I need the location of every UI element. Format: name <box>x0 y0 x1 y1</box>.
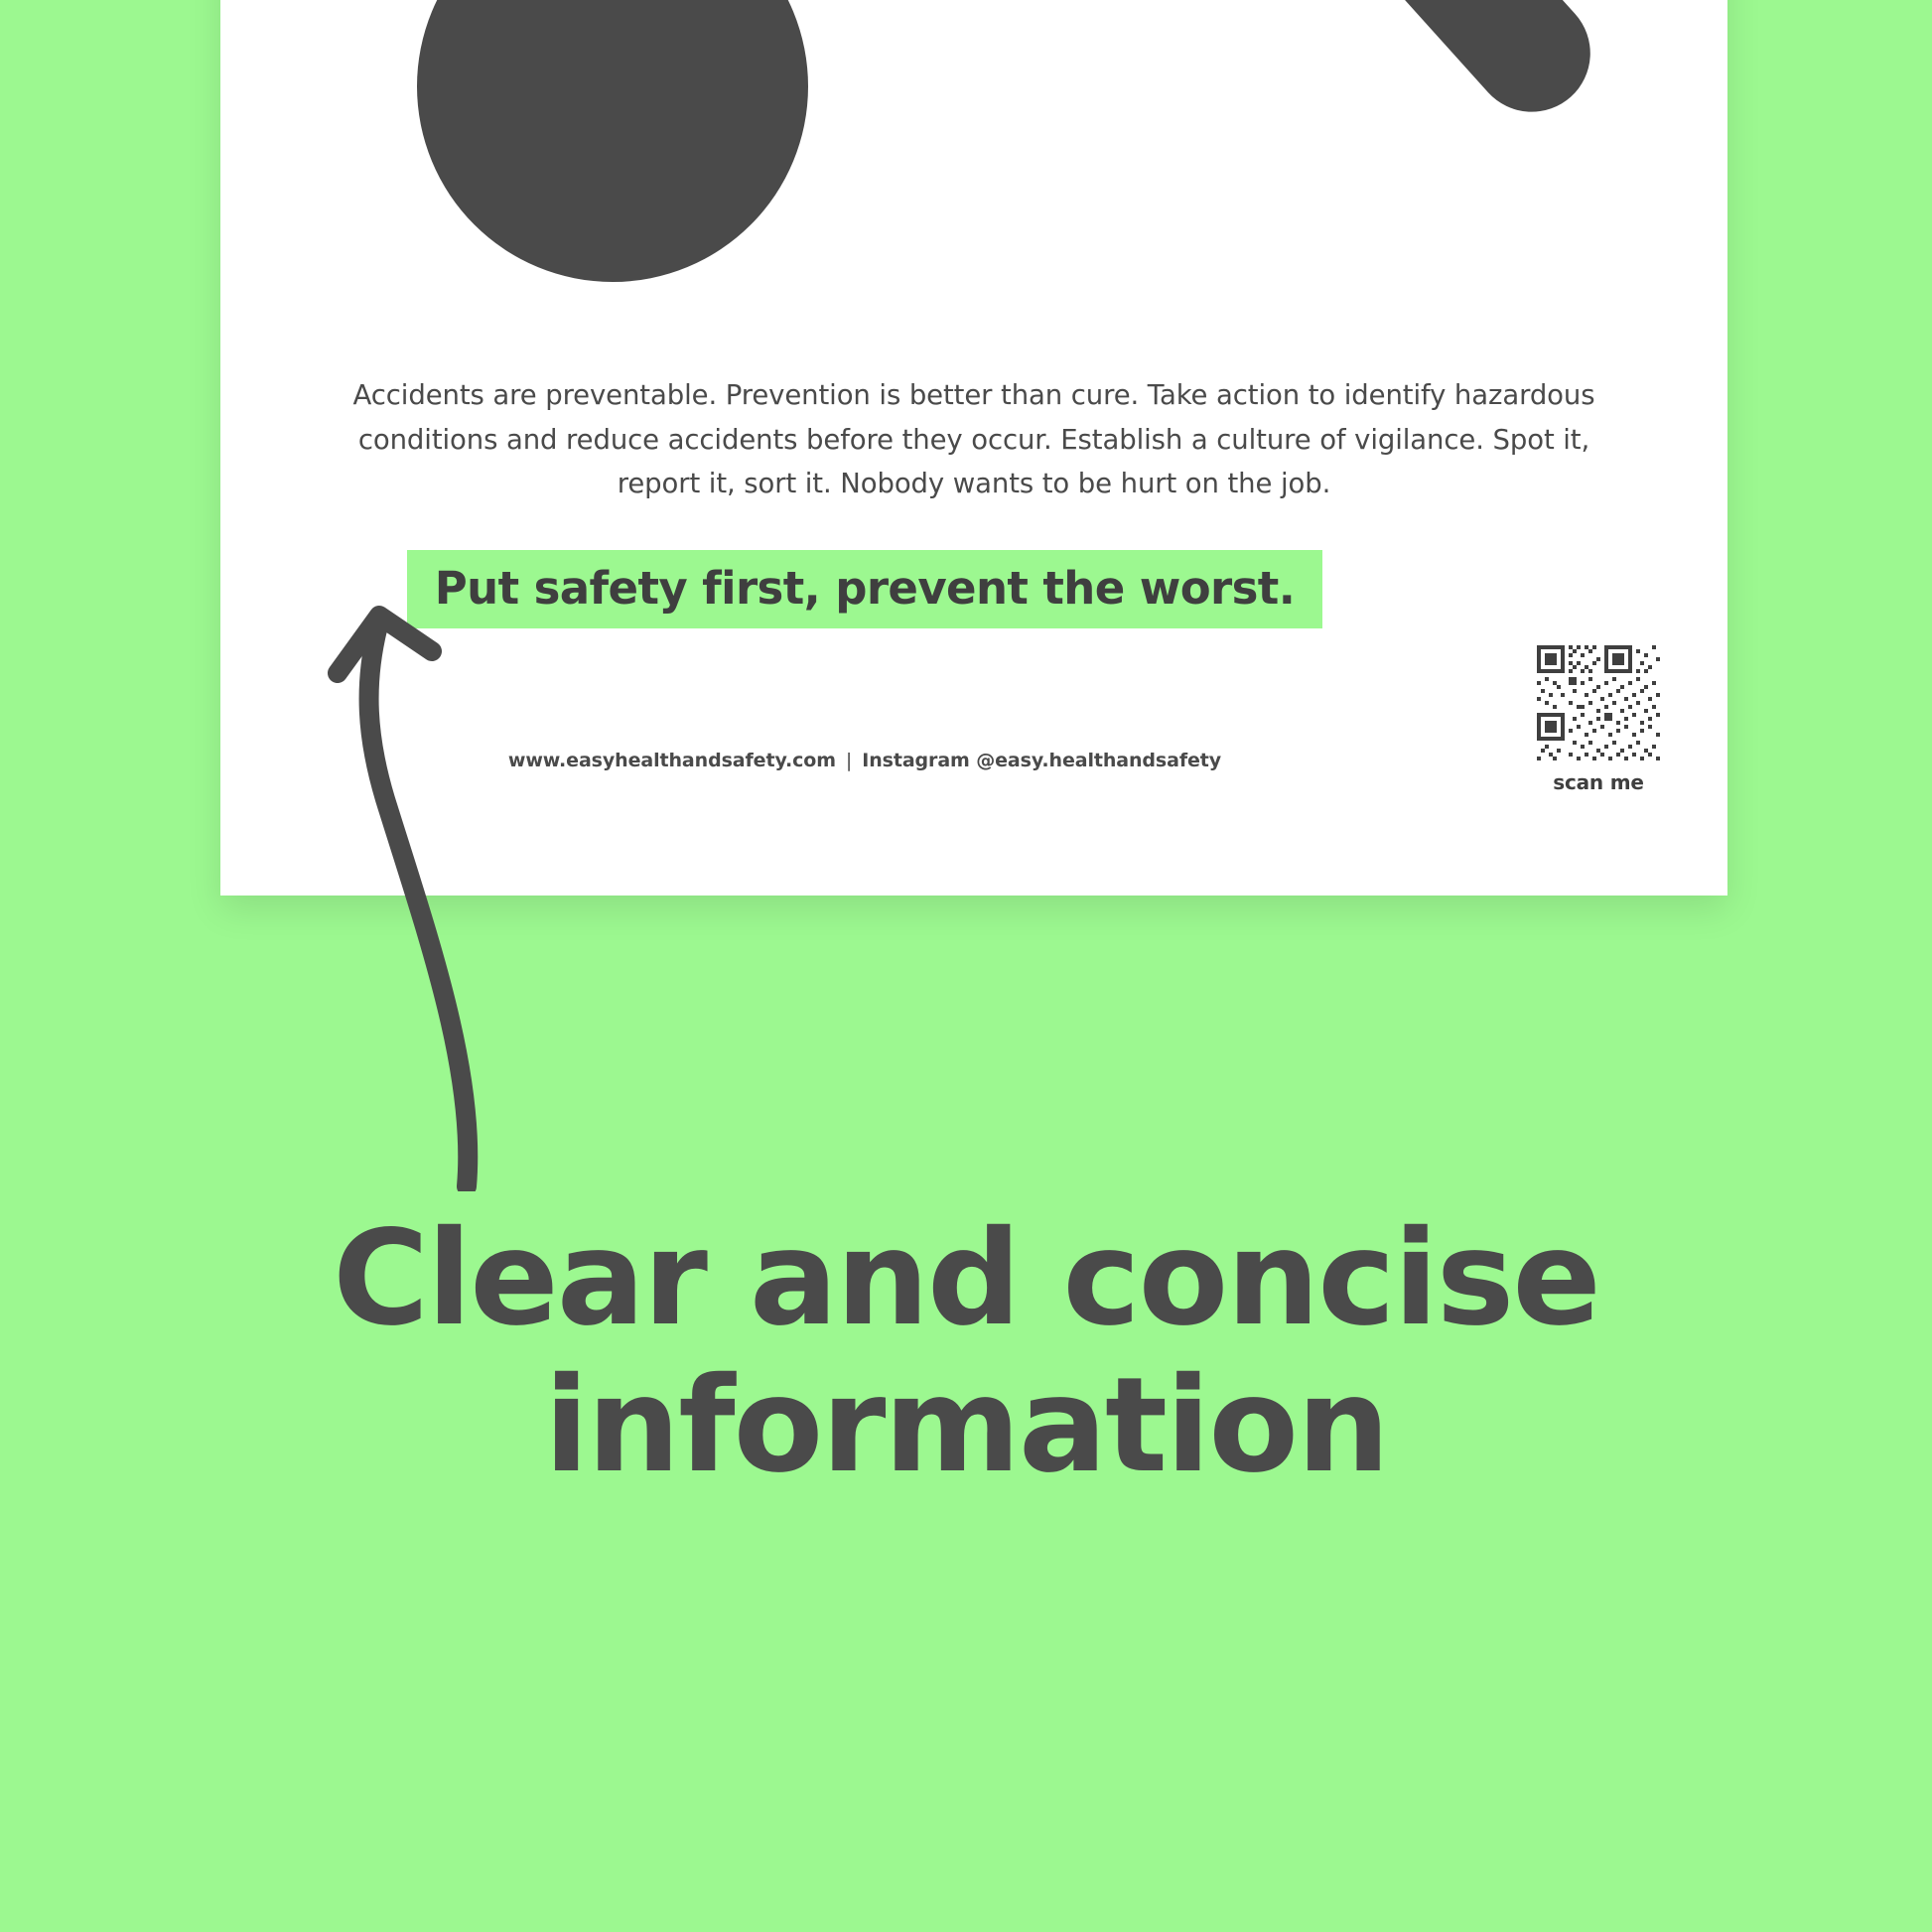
qr-code-icon[interactable] <box>1537 645 1660 760</box>
annotation-line-1: Clear and concise <box>333 1202 1599 1355</box>
footer-contact-line <box>508 750 1221 771</box>
tagline-highlight: Put safety first, prevent the worst. <box>407 550 1322 628</box>
poster-artwork <box>220 0 1727 373</box>
annotation-line-2: information <box>543 1348 1389 1502</box>
poster-paragraph: Accidents are preventable. Prevention is better than cure. Take action to identify hazardous conditions and reduce accidents before they occur. Establish a culture of vigilance. Spot it, report it, sort it. Nobody wants to be hurt on the job. <box>352 379 1595 500</box>
footer-social[interactable]: Instagram @easy.healthandsafety <box>862 750 1222 771</box>
qr-caption: scan me <box>1553 770 1644 794</box>
qr-block <box>1529 645 1668 794</box>
curved-arrow-up-icon <box>318 556 576 1191</box>
diagonal-stripe-shape-icon <box>1690 0 1727 134</box>
diagonal-bar-shape-icon <box>1235 0 1614 136</box>
footer-separator: | <box>845 750 853 771</box>
circle-shape-icon <box>417 0 808 282</box>
annotation-caption <box>0 1202 1932 1502</box>
footer-website[interactable]: www.easyhealthandsafety.com <box>507 750 836 771</box>
